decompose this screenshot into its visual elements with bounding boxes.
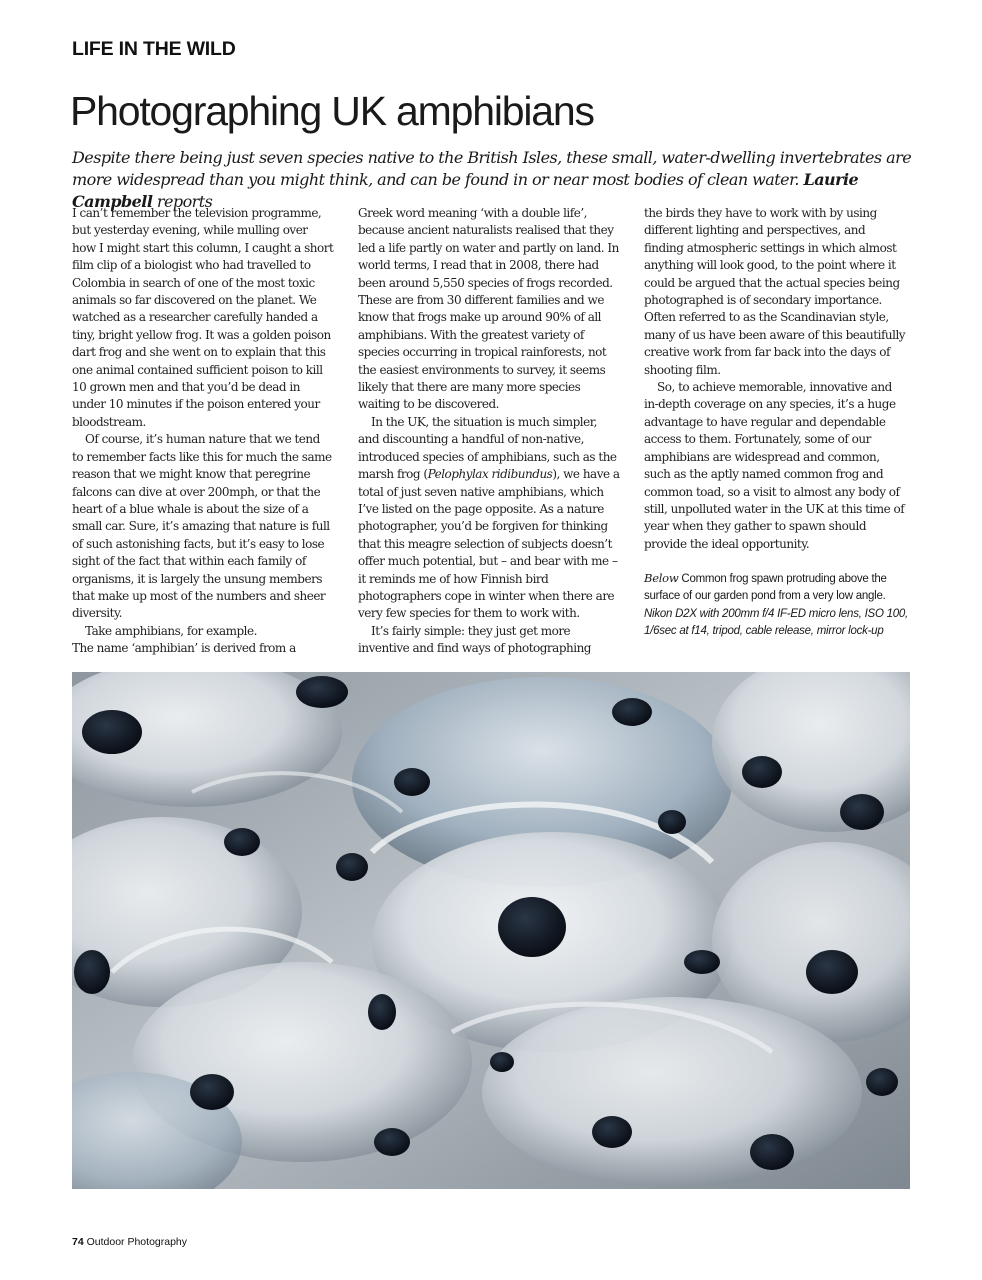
column-3-paragraph-2: So, to achieve memorable, innovative and in-depth coverage on any species, it’s a huge advantage to have regular and dependable access to them. Fortunately, some of our amphibians are widespread and common, such as the aptly named common frog and common toad, so a visit to almost any body of still, unpolluted water in the UK at this time of year when they gather to spawn should provide the ideal opportunity.: [644, 380, 905, 551]
column-1-paragraph-4: The name ‘amphibian’ is derived from a: [72, 641, 296, 656]
column-2-paragraph-1: Greek word meaning ‘with a double life’, because ancient naturalists realised that they led a life partly on water and partly on land. In world terms, I read that in 2008, there had been around 5,550 species of frogs recorded. These are from 30 different families and we know that frogs make up around 90% of all amphibians. With the greatest variety of species occurring in tropical rainforests, not the easiest environments to survey, it seems likely that there are many more species waiting to be discovered.: [358, 206, 619, 412]
article-headline: Photographing UK amphibians: [70, 88, 594, 134]
column-2-paragraph-2: [358, 414, 620, 623]
column-2-paragraph-3: It’s fairly simple: they just get more inventive and find ways of photographing: [358, 623, 591, 656]
frog-spawn-illustration: [72, 672, 910, 1189]
column-1-paragraph-1: I can’t remember the television programme, but yesterday evening, while mulling over how I might start this column, I caught a short film clip of a biologist who had travelled to Colombia in search of one of the most toxic animals so far discovered on the planet. We watched as a researcher carefully handed a tiny, bright yellow frog. It was a golden poison dart frog and she went on to explain that this one animal contained sufficient poison to kill 10 grown men and that you’d be dead in under 10 minutes if the poison entered your bloodstream.: [72, 206, 334, 429]
column-2-paragraph-2-text-b: ), we have a total of just seven native amphibians, which I’ve listed on the page opposite. As a nature photographer, you’d be forgiven for thinking that this meagre selection of subjects doesn’t offer much potential, but – and bear with me – it reminds me of how Finnish bird photographers cope in winter when there are very few species for them to work with.: [358, 467, 620, 621]
article-column-2: [358, 205, 620, 658]
author-byline: Laurie Campbell: [72, 170, 859, 211]
photo-caption: [644, 570, 910, 641]
article-column-3: [644, 205, 906, 553]
article-standfirst: [72, 147, 922, 213]
caption-label: Below: [644, 571, 679, 585]
page-number: 74: [72, 1236, 84, 1248]
column-2-paragraph-2-text-a: In the UK, the situation is much simpler, and discounting a handful of non-native, introduced species of amphibians, such as the marsh frog (: [358, 414, 617, 482]
column-1-paragraph-3: Take amphibians, for example.: [85, 623, 257, 638]
publication-name: Outdoor Photography: [86, 1236, 188, 1248]
column-3-paragraph-1: the birds they have to work with by using different lighting and perspectives, and finding atmospheric settings in which almost anything will look good, to the point where it could be argued that the actual species being photographed is of secondary importance. Often referred to as the Scandinavian style, many of us have been aware of this beautifully creative work from far back into the days of shooting film.: [644, 206, 906, 377]
page-footer: [72, 1236, 187, 1248]
frog-spawn-photo: [72, 672, 910, 1189]
column-1-paragraph-2: Of course, it’s human nature that we tend to remember facts like this for much the same reason that we might know that peregrine falcons can dive at over 200mph, or that the heart of a blue whale is about the size of a small car. Sure, it’s amazing that nature is full of such astonishing facts, but it’s easy to lose sight of the fact that within each family of organisms, it is largely the unsung members that make up most of the numbers and sheer diversity.: [72, 432, 332, 621]
section-label: LIFE IN THE WILD: [72, 38, 236, 60]
caption-technical-details: Nikon D2X with 200mm f/4 IF-ED micro lens, ISO 100, 1/6sec at f14, tripod, cable release, mirror lock-up: [644, 607, 908, 638]
article-column-1: [72, 205, 334, 658]
species-name: Pelophylax ridibundus: [427, 467, 553, 482]
standfirst-text: Despite there being just seven species native to the British Isles, these small, water-dwelling invertebrates are more widespread than you might think, and can be found in or near most bodies of clean water.: [72, 148, 912, 189]
standfirst-reports: reports: [156, 192, 213, 211]
caption-text: Common frog spawn protruding above the surface of our garden pond from a very low angle.: [644, 573, 887, 603]
